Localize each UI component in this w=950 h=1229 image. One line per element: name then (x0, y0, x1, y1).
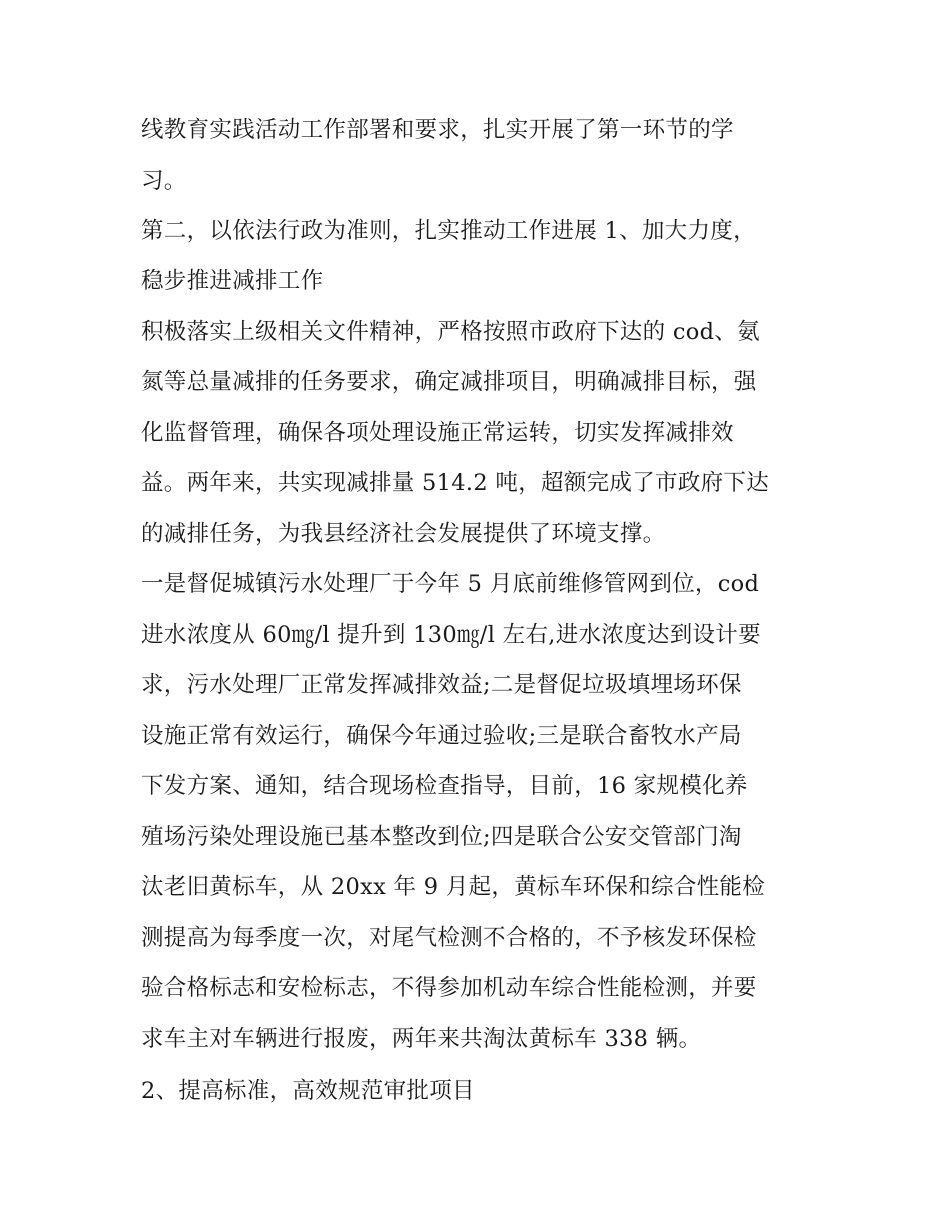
text-line: 的减排任务，为我县经济社会发展提供了环境支撑。 (141, 521, 666, 547)
text-line: 殖场污染处理设施已基本整改到位;四是联合公安交管部门淘 (141, 824, 742, 850)
text-line: 汰老旧黄标车，从 20xx 年 9 月起，黄标车环保和综合性能检 (141, 874, 766, 900)
section-heading: 2、提高标准，高效规范审批项目 (141, 1078, 475, 1104)
text-line: 一是督促城镇污水处理厂于今年 5 月底前维修管网到位，cod (141, 571, 760, 597)
text-line: 积极落实上级相关文件精神，严格按照市政府下达的 cod、氨 (141, 319, 760, 345)
text-line: 进水浓度从 60㎎/l 提升到 130㎎/l 左右,进水浓度达到设计要 (141, 622, 761, 648)
text-line: 设施正常有效运行，确保今年通过验收;三是联合畜牧水产局 (141, 723, 742, 749)
text-line: 求，污水处理厂正常发挥减排效益;二是督促垃圾填埋场环保 (141, 672, 742, 698)
text-line: 化监督管理，确保各项处理设施正常运转，切实发挥减排效 (141, 420, 734, 446)
text-line: 验合格标志和安检标志，不得参加机动车综合性能检测，并要 (141, 975, 757, 1001)
text-line: 求车主对车辆进行报废，两年来共淘汰黄标车 338 辆。 (141, 1026, 702, 1052)
text-line: 下发方案、通知，结合现场检查指导，目前，16 家规模化养 (141, 773, 748, 799)
text-line: 稳步推进减排工作 (141, 268, 324, 294)
text-line: 第二，以依法行政为准则，扎实推动工作进展 1、加大力度， (141, 218, 756, 244)
text-line: 习。 (141, 168, 187, 194)
text-line: 益。两年来，共实现减排量 514.2 吨，超额完成了市政府下达 (141, 470, 770, 496)
text-line: 测提高为每季度一次，对尾气检测不合格的，不予核发环保检 (141, 925, 757, 951)
text-line: 线教育实践活动工作部署和要求，扎实开展了第一环节的学 (141, 117, 734, 143)
text-line: 氮等总量减排的任务要求，确定减排项目，明确减排目标，强 (141, 369, 757, 395)
